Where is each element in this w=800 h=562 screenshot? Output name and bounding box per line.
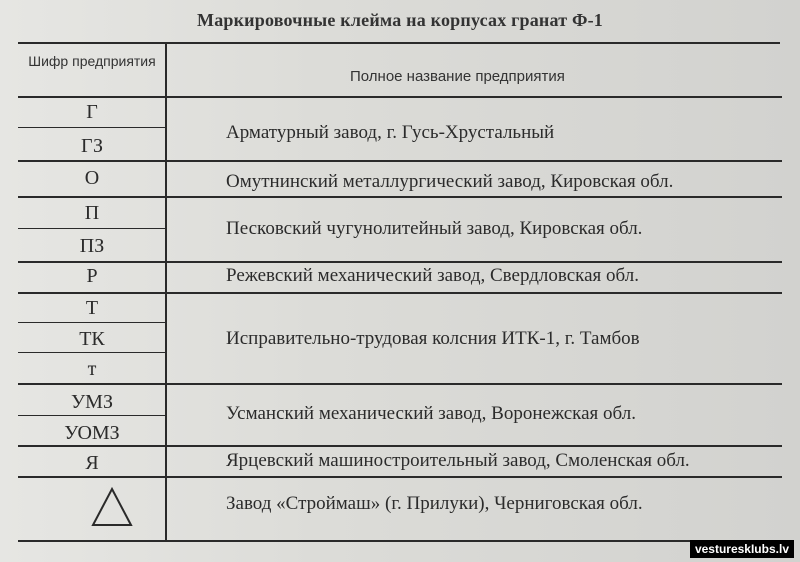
row-rule: [18, 476, 782, 478]
row-rule: [18, 383, 782, 385]
name-cell: Усманский механический завод, Воронежская обл.: [226, 403, 636, 424]
code-subrule: [18, 228, 166, 229]
code-cell: ТК: [79, 328, 105, 350]
header-code: Шифр предприятия: [28, 53, 156, 69]
code-cell: УМЗ: [71, 391, 113, 413]
code-cell: ГЗ: [80, 135, 104, 157]
table-top-rule: [18, 42, 780, 44]
name-cell: Омутнинский металлургический завод, Кировская обл.: [226, 171, 674, 192]
code-subrule: [18, 127, 166, 128]
name-cell: Ярцевский машиностроительный завод, Смоленская обл.: [226, 450, 690, 471]
name-cell: Исправительно-трудовая колсния ИТК-1, г. Тамбов: [226, 328, 640, 349]
watermark-label: vestureskIubs.lv: [690, 540, 794, 558]
table-title: Маркировочные клейма на корпусах гранат Ф-1: [197, 10, 603, 30]
header-bottom-rule: [18, 96, 782, 98]
name-cell: Режевский механический завод, Свердловская обл.: [226, 265, 639, 286]
code-cell: ПЗ: [79, 235, 105, 257]
code-subrule: [18, 352, 166, 353]
code-cell: Р: [86, 265, 98, 287]
code-cell: Я: [85, 452, 99, 474]
row-rule: [18, 160, 782, 162]
code-cell: Т: [85, 297, 99, 319]
triangle-icon: [90, 486, 134, 528]
header-name: Полное название предприятия: [350, 68, 565, 85]
name-cell: Завод «Строймаш» (г. Прилуки), Черниговская обл.: [226, 493, 643, 514]
code-cell: Г: [86, 101, 98, 123]
row-rule: [18, 445, 782, 447]
row-rule: [18, 196, 782, 198]
code-cell: т: [87, 358, 97, 380]
code-cell: П: [84, 202, 100, 224]
name-cell: Арматурный завод, г. Гусь-Хрустальный: [226, 122, 555, 143]
code-cell: УОМЗ: [64, 422, 120, 444]
code-subrule: [18, 415, 166, 416]
name-cell: Песковский чугунолитейный завод, Кировская обл.: [226, 218, 643, 239]
row-rule: [18, 292, 782, 294]
code-cell: О: [84, 167, 100, 189]
table-bottom-rule: [18, 540, 780, 542]
row-rule: [18, 261, 782, 263]
code-subrule: [18, 322, 166, 323]
